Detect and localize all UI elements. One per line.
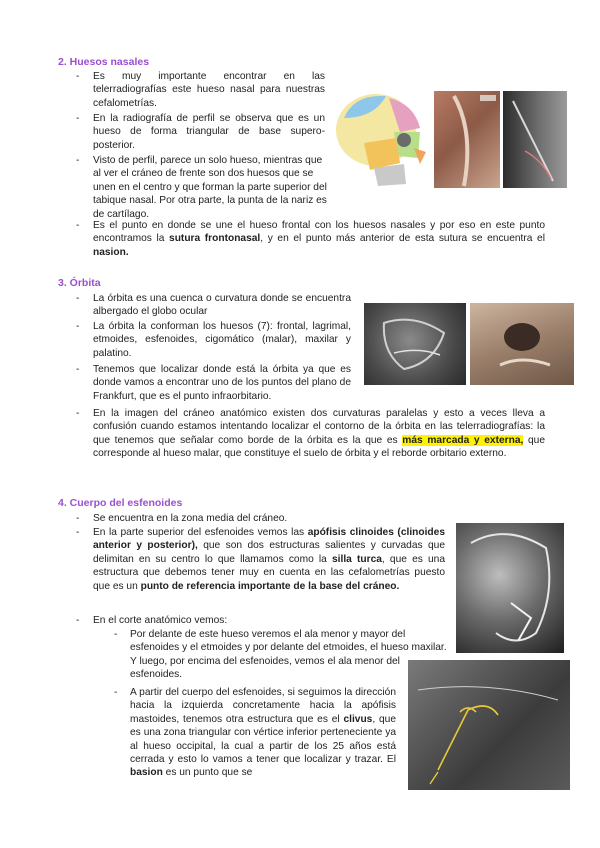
text-run: En la parte superior del esfenoides vemos las [93, 527, 308, 538]
sub-bullet-text: Por delante de este hueso veremos el ala menor y mayor del esfenoides y el etmoides y por delante del etmoides, el hueso maxilar. Y luego, por encima del esfenoides, vemos el ala menor del esfenoides. [130, 629, 447, 681]
sub-bullet-text [130, 686, 396, 780]
bullet-text: En la radiografía de perfil se observa que es un hueso de forma triangular de base supero-posterior. [93, 113, 325, 151]
bullet-dash: - [76, 71, 80, 82]
bold-term-sutura: sutura frontonasal [169, 233, 261, 245]
bullet-text-wrap: Visto de perfil, parece un solo hueso, mientras que al ver el cráneo de frente son dos huesos que se unen en el centro y que forman la parte superior del tabique nasal. Por otra parte, la punta de la nariz es de cartílago. [93, 155, 327, 220]
bold-term-clinoides: apófisis clinoides (clinoides anterior y posterior), [93, 527, 445, 552]
bullet-text: Tenemos que localizar donde está la órbita ya que es donde vamos a encontrar uno de los puntos del plano de Frankfurt, que es el punto infraorbitario. [93, 364, 351, 402]
bullet-text: La órbita la conforman los huesos (7): frontal, lagrimal, etmoides, esfenoides, cigomático (malar), maxilar y palatino. [93, 321, 351, 359]
text-run: Es el punto en donde se une el hueso frontal con los huesos nasales y por eso en este punto encontramos la [93, 220, 545, 245]
bullet-text [93, 526, 445, 593]
orbit-xray [364, 303, 466, 385]
nasal-bone-anatomy-photo [434, 91, 500, 188]
skull-colored-illustration [334, 88, 430, 188]
bullet-text: En el corte anatómico vemos: [93, 615, 228, 626]
text-run: , y en el punto más anterior de esta sutura se encuentra el [260, 233, 545, 245]
highlighted-term: más marcada y externa, [402, 434, 524, 446]
text-run: En la imagen del cráneo anatómico existen dos curvaturas paralelas y esto a veces lleva a confusión cuando estamos intentando localizar el contorno de la órbita en las telerradiografías: la que tenemos que señalar como borde de la órbita es la que es [93, 408, 545, 446]
text-run: A partir del cuerpo del esfenoides, si seguimos la dirección hacia la izquierda concretamente hacia la apófisis mastoides, tenemos otra estructura que es el [130, 687, 396, 725]
bullet-text: Se encuentra en la zona media del cráneo. [93, 513, 288, 524]
bullet-dash: - [76, 220, 80, 231]
bold-term-silla-turca: silla turca [332, 553, 382, 565]
bold-term-basion: basion [130, 767, 163, 779]
bold-term-referencia: punto de referencia importante de la base del cráneo. [140, 580, 400, 592]
text-run: , que es una zona triangular con vértice inferior perteneciente ya al hueso occipital, la cual a partir de los 25 años está cerrada y esto lo vamos a tener que localizar y trazar. El [130, 713, 396, 766]
text-run: que corresponde al hueso malar, que constituye el suelo de órbita y el reborde orbitario externo. [93, 434, 546, 460]
bullet-text: La órbita es una cuenca o curvatura donde se encuentra albergado el globo ocular [93, 293, 351, 318]
nasal-bone-xray [503, 91, 567, 188]
bullet-text [93, 407, 545, 461]
bullet-dash: - [76, 155, 80, 166]
section-heading-sphenoid-body: 4. Cuerpo del esfenoides [58, 497, 183, 509]
bullet-dash: - [76, 293, 80, 304]
bold-term-nasion: nasion. [93, 246, 129, 258]
bullet-text: Es muy importante encontrar en las telerradiografías este hueso nasal para nuestras cefalometrías. [93, 71, 325, 109]
section-heading-orbit: 3. Órbita [58, 277, 101, 289]
bullet-dash: - [76, 527, 80, 538]
sub-bullet-dash: - [114, 687, 118, 698]
sub-bullet-dash: - [114, 629, 118, 640]
text-run: , que es una estructura que debemos tener muy en cuenta en las cefalometrías puesto que es un [93, 553, 445, 592]
text-run: que son dos estructuras salientes y curvadas que delimitan en su centro lo que llamamos como la [93, 540, 445, 565]
bullet-dash: - [76, 513, 80, 524]
orbit-skull-photo [470, 303, 574, 385]
section-heading-nasal-bones: 2. Huesos nasales [58, 56, 150, 68]
bold-term-clivus: clivus [343, 713, 373, 725]
bullet-text [93, 154, 329, 221]
text-run: es un punto que se [162, 767, 253, 779]
bullet-dash: - [76, 364, 80, 375]
sphenoid-annotated-xray [408, 660, 570, 790]
bullet-dash: - [76, 113, 80, 124]
bullet-dash: - [76, 615, 80, 626]
bullet-dash: - [76, 321, 80, 332]
lateral-cephalometric-xray [456, 523, 564, 653]
bullet-text [93, 219, 545, 259]
bullet-dash: - [76, 408, 80, 419]
